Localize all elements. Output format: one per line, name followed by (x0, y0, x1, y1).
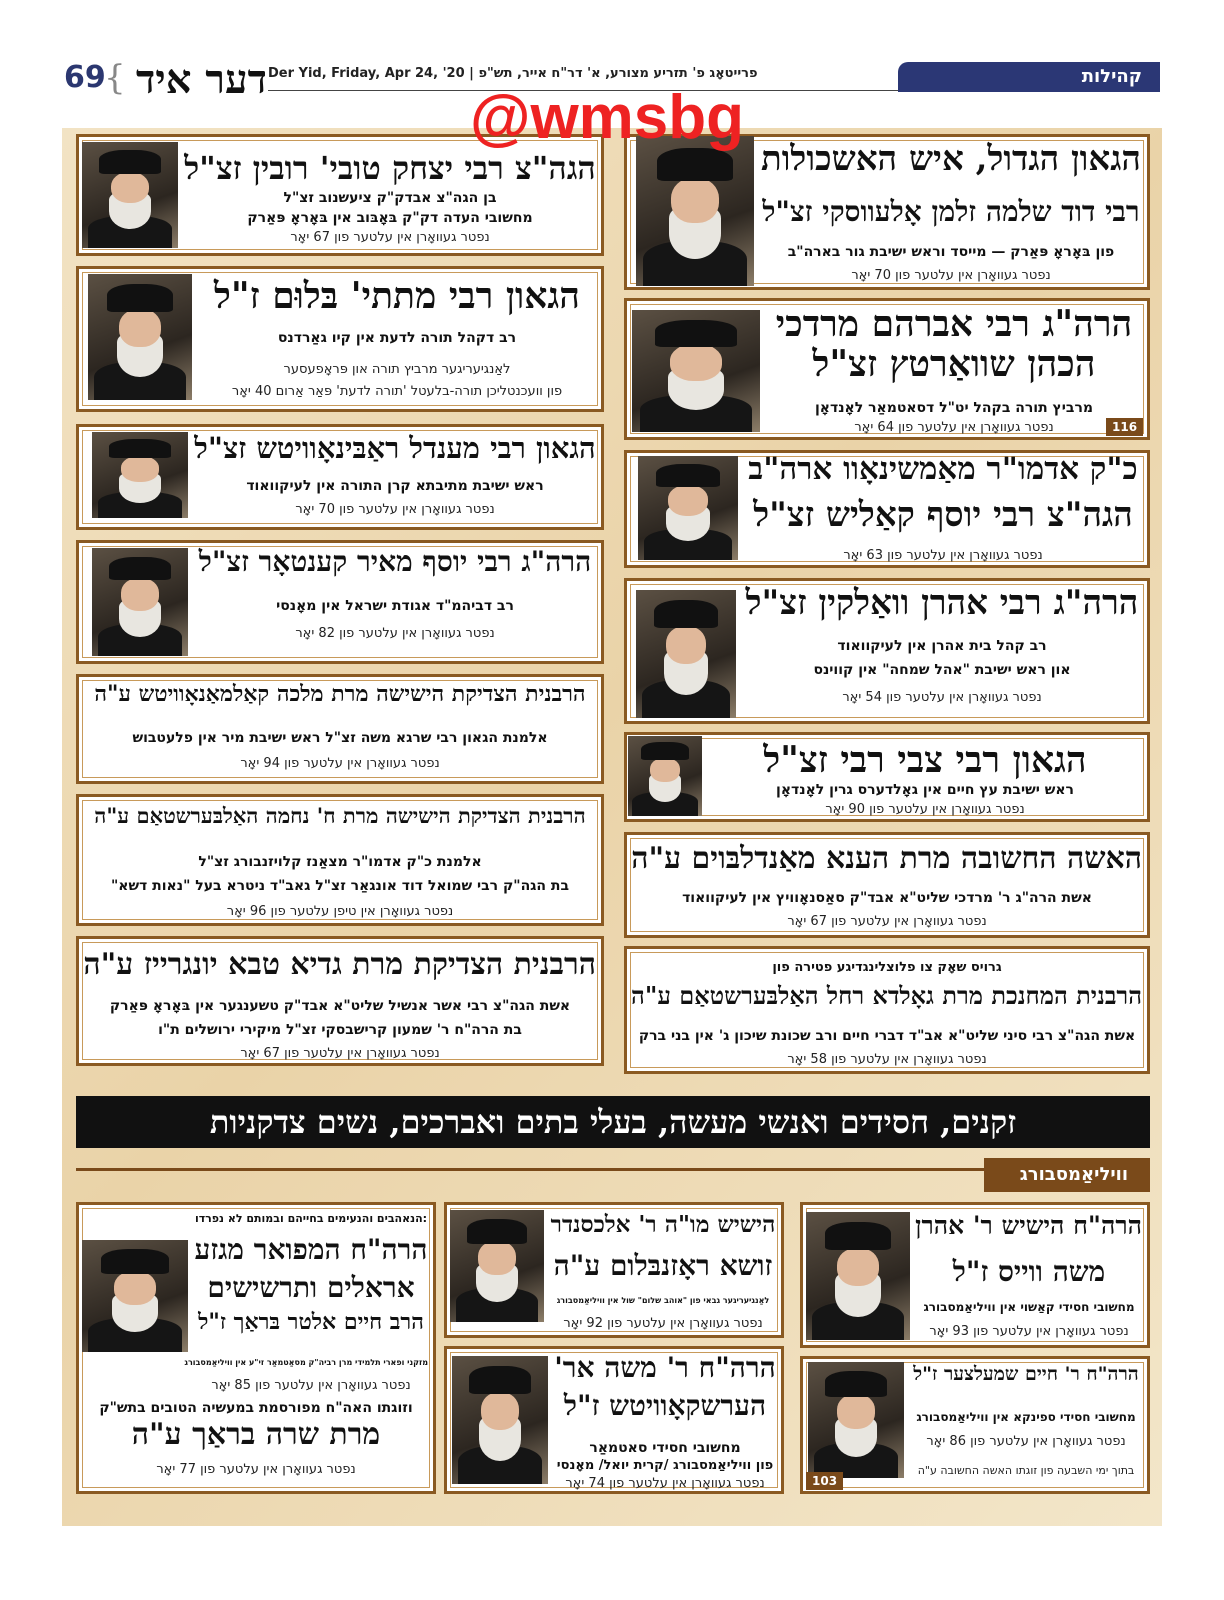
portrait-face (481, 1392, 519, 1430)
portrait-face (111, 172, 149, 204)
card-age-line: נפטר געוואָרן אין עלטער פון 70 יאָר (851, 268, 1051, 283)
card-title-line: פון וויליאַמסבורג /קרית יואל/ מאָנסי (556, 1458, 774, 1473)
portrait-hat (109, 439, 170, 458)
card-age-line: נפטר געוואָרן אין עלטער פון 93 יאָר (929, 1324, 1129, 1339)
card-age-line: נפטר געוואָרן אין עלטער פון 54 יאָר (842, 690, 1042, 705)
card-age-line: נפטר געוואָרן אין עלטער פון 94 יאָר (240, 756, 440, 771)
portrait-photo (808, 1362, 904, 1478)
card-name-line: הגה"צ רבי יצחק טובי' רובין זצ"ל (184, 149, 596, 187)
card-age-line: נפטר געוואָרן אין עלטער פון 92 יאָר (563, 1316, 763, 1331)
portrait-face (837, 1248, 879, 1286)
portrait-photo (638, 456, 738, 560)
card-detail-line: לאַנגיעריגער מרביץ תורה און פּראָפעסער (283, 362, 511, 377)
portrait-photo (632, 310, 760, 432)
card-title-line: ראש ישיבת מתיבתא קרן התורה אין לעיקוואוד (246, 478, 544, 494)
portrait-hat (656, 464, 720, 487)
card-name-line: הגאון רבי מתתי' בּלוּם ז"ל (214, 275, 580, 317)
card-name-line: רבי דוד שלמה זלמן אָלעווסקי זצ"ל (762, 195, 1140, 228)
card-title-line: אלמנת הגאון רבי שרגא משה זצ"ל ראש ישיבת מיר אין פלעטבוש (132, 730, 548, 746)
portrait-photo (82, 142, 178, 248)
card-title-line: רב דקהל תורה לדעת אין קיו גאַרדנס (277, 330, 517, 346)
card-name-line: משה ווייס ז"ל (952, 1255, 1106, 1288)
category-banner: זקנים, חסידים ואנשי מעשה, בעלי בתים ואברכים, נשים צדקניות (76, 1096, 1150, 1148)
card-preheading: הנאהבים והנעימים בחייהם ובמותם לא נפרדו: (194, 1212, 428, 1225)
portrait-photo (636, 136, 754, 286)
card-name-line: הגאון הגדול, איש האשכולות (761, 139, 1141, 179)
card-title-line: רב דביהמ"ד אגודת ישראל אין מאָנסי (276, 598, 514, 614)
section-label-williamsburg: וויליאַמסבורג (984, 1158, 1150, 1192)
card-title-line: פון בּאָראָ פּאַרק — מייסד וראש ישיבת גור בארה"ב (787, 244, 1115, 260)
card-title-line: בן הגה"צ אבדק"ק ציעשנוב זצ"ל (283, 190, 497, 206)
card-age-line: נפטר געוואָרן אין עלטער פון 64 יאָר (854, 420, 1054, 435)
portrait-photo (88, 274, 192, 400)
card-name-line: הרה"ח הישיש ר' אהרן (915, 1211, 1142, 1240)
card-name-line: הרה"ג רבי אברהם מרדכי (775, 303, 1133, 345)
page-ref-badge: 103 (806, 1472, 843, 1490)
card-name-line: הגאון רבי מענדל ראַבּינאָוויטש זצ"ל (194, 431, 596, 465)
portrait-face (650, 758, 680, 782)
card-title-line: און ראש ישיבת "אהל שמחה" אין קווינס (813, 662, 1071, 678)
page-number: 69 (64, 60, 106, 95)
card-name-line: הרה"ג רבי יוסף מאיר קענטאָר זצ"ל (198, 545, 592, 578)
card-name-line: הכהן שוואַרטץ זצ"ל (812, 343, 1096, 385)
card-spouse-age: נפטר געוואָרן אין עלטער פון 77 יאָר (156, 1462, 356, 1477)
portrait-hat (467, 1219, 527, 1244)
portrait-photo (92, 548, 188, 656)
card-title-line: מחשובי העדה דק"ק בּאָבּוב אין בּאָראָ פּאַרק (247, 210, 533, 226)
portrait-face (121, 578, 159, 610)
card-name-line: הרבנית הצדיקת הישישה מרת ח' נחמה האַלבּערשטאַם ע"ה (94, 803, 586, 828)
portrait-hat (825, 1371, 886, 1397)
card-title-line: מרביץ תורה בקהל יט"ל דסאטמאַר לאָנדאָן (814, 400, 1094, 416)
card-name-line: האשה החשובה מרת הענא מאַנדלבּוים ע"ה (631, 841, 1142, 876)
portrait-face (671, 178, 718, 223)
card-age-line: נפטר געוואָרן אין עלטער פון 63 יאָר (843, 548, 1043, 563)
card-age-line: נפטר געוואָרן אין עלטער פון 85 יאָר (211, 1378, 411, 1393)
section-tab: קהילות (898, 62, 1160, 92)
portrait-face (668, 485, 708, 516)
card-name-line: הרה"ח המפואר מגזע (194, 1233, 428, 1266)
card-name-line: הרבנית הצדיקת הישישה מרת מלכה קאַלמאַנאָוויטש ע"ה (94, 681, 586, 707)
card-title-line: לאַנגיעריגער גבאי פון "אוהב שלום" שול אין וויליאַמסבורג (556, 1296, 770, 1305)
card-title-line: מחשובי חסידי קאַשוי אין וויליאַמסבורג (923, 1300, 1135, 1314)
portrait-face (121, 456, 159, 482)
card-name-line: הרה"ח ר' משה אר' (554, 1351, 776, 1384)
card-detail-line: פון וועכנטליכן תורה-בלעטל 'תורה לדעת' פּאַר אַרום 40 יאָר (231, 384, 563, 399)
card-spouse-intro: וזוגתו האה"ח מפורסמת במעשיה הטובים בתש"ק (99, 1400, 413, 1416)
portrait-photo (82, 1240, 188, 1352)
portrait-photo (450, 1210, 544, 1322)
portrait-face (670, 344, 721, 381)
card-age-line: נפטר געוואָרן אין עלטער פון 90 יאָר (825, 802, 1025, 817)
card-title-line: בת הגה"ק רבי שמואל דוד אונגאַר זצ"ל גאב"ד ניטרא בעל "נאות דשא" (110, 878, 570, 894)
card-age-line: נפטר געוואָרן אין טיפן עלטער פון 96 יאָר (226, 904, 454, 919)
portrait-photo (92, 432, 188, 518)
card-preheading: גרויס שאָק צו פלוצלינגדיגע פטירה פון (772, 960, 1002, 975)
card-name-line: הרבנית הצדיקת מרת גדיא טבא יונגרייז ע"ה (83, 947, 596, 982)
card-title-line: בת הרה"ח ר' שמעון קרישבסקי זצ"ל מיקירי ירושלים ת"ו (158, 1022, 522, 1038)
card-age-line: נפטר געוואָרן אין עלטער פון 67 יאָר (290, 230, 490, 245)
watermark: @wmsbg (470, 83, 745, 152)
card-title-line: אלמנת כ"ק אדמו"ר מצאַנז קלויזנבורג זצ"ל (198, 854, 482, 870)
card-name-line: כ"ק אדמו"ר מאַמשינאָוו ארה"ב (748, 451, 1138, 487)
portrait-face (114, 1271, 156, 1305)
card-title-line: אשת הרה"ג ר' מרדכי שליט"א אבד"ק סאַסנאָוויץ אין לעיקוואוד (682, 890, 1092, 906)
card-name-line: הרבנית המחנכת מרת גאָלדא רחל האַלבּערשטאַם ע"ה (631, 981, 1142, 1010)
card-age-line: נפטר געוואָרן אין עלטער פון 70 יאָר (295, 502, 495, 517)
portrait-hat (99, 150, 160, 173)
card-age-line: נפטר געוואָרן אין עלטער פון 58 יאָר (787, 1052, 987, 1067)
card-title-line: מזקני ופארי תלמידי מרן רביה"ק מסאַטמאַר זי"ע אין וויליאַמסבורג (184, 1358, 428, 1367)
card-age-line: נפטר געוואָרן אין עלטער פון 67 יאָר (787, 914, 987, 929)
card-name-line: זושא ראָזנבּלום ע"ה (553, 1249, 773, 1282)
card-spouse-name: מרת שרה בראַך ע"ה (131, 1417, 381, 1452)
card-title-line: ראש ישיבת עץ חיים אין גאָלדערס גרין לאָנדאָן (776, 782, 1074, 798)
card-name-line: הגאון רבי צבי רבי זצ"ל (763, 739, 1087, 781)
portrait-hat (654, 600, 718, 628)
portrait-hat (655, 320, 737, 347)
card-age-line: נפטר געוואָרן אין עלטער פון 82 יאָר (295, 626, 495, 641)
portrait-face (666, 626, 706, 664)
brace-divider: { (104, 58, 126, 98)
card-age-line: נפטר געוואָרן אין עלטער פון 74 יאָר (565, 1476, 765, 1491)
portrait-hat (469, 1366, 530, 1394)
card-title-line: רב קהל בית אהרן אין לעיקוואוד (837, 638, 1047, 654)
card-name-line: הגה"צ רבי יוסף קאַליש זצ"ל (753, 495, 1133, 535)
portrait-face (478, 1241, 516, 1275)
dateline: Der Yid, Friday, Apr 24, '20 | פרייטאָג פ' תזריע מצורע, א' דר"ח אייר, תש"פ (268, 66, 758, 81)
card-name-line: הישיש מו"ה ר' אלכסנדר (550, 1211, 776, 1238)
portrait-face (119, 309, 161, 347)
page-ref-badge: 116 (1106, 418, 1143, 436)
card-age-line: נפטר געוואָרן אין עלטער פון 67 יאָר (240, 1046, 440, 1061)
newspaper-logo: דער איד (136, 56, 267, 103)
portrait-face (837, 1394, 875, 1429)
portrait-hat (101, 1249, 169, 1274)
portrait-hat (641, 742, 688, 760)
card-name-line: אראלים ותרשישים (207, 1271, 415, 1304)
portrait-photo (452, 1356, 548, 1484)
portrait-hat (825, 1222, 892, 1250)
card-title-line: אשת הגה"צ רבי אשר אנשיל שליט"א אבד"ק טשענגער אין בּאָראָ פּאַרק (109, 998, 571, 1014)
portrait-hat (107, 284, 174, 312)
card-name-line: הערשקאָוויטש ז"ל (563, 1389, 767, 1422)
portrait-photo (806, 1212, 910, 1340)
portrait-photo (636, 590, 736, 718)
card-title-line: מחשובי חסידי ספינקא אין וויליאַמסבורג (916, 1410, 1136, 1424)
card-name-line: הרה"ג רבי אהרן וואַלקין זצ"ל (745, 583, 1139, 623)
card-title-line: מחשובי חסידי סאטמאַר (589, 1440, 741, 1456)
portrait-photo (628, 736, 702, 816)
card-name-line: הרב חיים אלטר בּראַך ז"ל (198, 1309, 424, 1335)
portrait-hat (109, 557, 170, 581)
card-name-line: הרה"ח ר' חיים שמעלצער ז"ל (913, 1363, 1139, 1385)
card-extra-note: בתוך ימי השבעה פון זוגתו האשה החשובה ע"ה (917, 1464, 1135, 1477)
card-title-line: אשת הגה"צ רבי סיני שליט"א אב"ד דברי חיים ורב שכונת שיכון ג' אין בני ברק (638, 1028, 1136, 1044)
card-age-line: נפטר געוואָרן אין עלטער פון 86 יאָר (926, 1434, 1126, 1449)
